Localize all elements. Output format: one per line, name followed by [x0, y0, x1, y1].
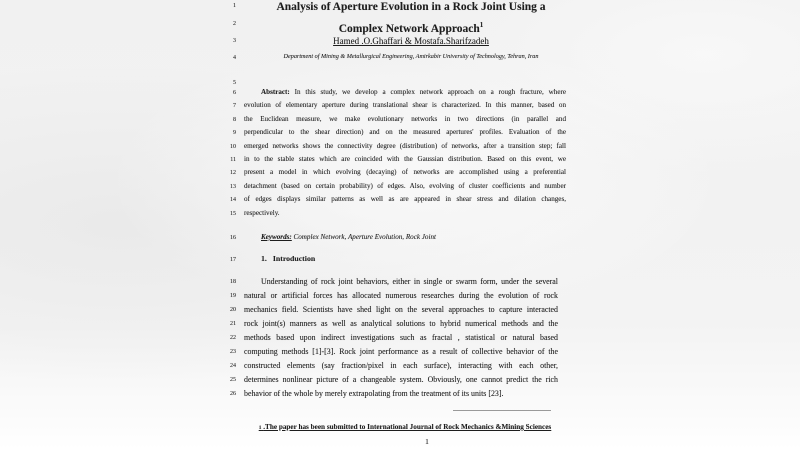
line-number: 4	[233, 55, 236, 61]
line-number: 2	[233, 21, 236, 27]
authors: Hamed .O.Ghaffari & Mostafa.Sharifzadeh	[333, 36, 489, 46]
line-number: 14	[230, 197, 236, 203]
line-number: 12	[230, 170, 236, 176]
line-number: 1	[233, 3, 236, 9]
line-1	[0, 1, 800, 13]
footnote-text: .The paper has been submitted to International Journal of Rock Mechanics &Mining Sciences	[263, 423, 552, 431]
line-number: 20	[230, 307, 236, 313]
line-number: 8	[233, 117, 236, 123]
line-20	[0, 305, 800, 317]
line-number: 7	[233, 103, 236, 109]
footnote-separator-rule	[453, 410, 551, 411]
line-13	[0, 182, 800, 194]
line-number: 15	[230, 211, 236, 217]
line-25	[0, 375, 800, 387]
intro-line: natural or artificial forces has allocated numerous researches during the evolution of rock	[244, 291, 558, 300]
paper-title-line-2	[250, 19, 572, 36]
abstract-line: respectively.	[244, 209, 280, 217]
abstract-line: in to the stable states which are coincided with the Gaussian distribution. Based on this event, we	[244, 155, 566, 163]
line-23	[0, 347, 800, 359]
intro-line: rock joint(s) manners as well as analytical solutions to hybrid numerical methods and the	[244, 319, 558, 328]
line-19	[0, 291, 800, 303]
line-16	[0, 233, 800, 245]
line-number: 16	[230, 235, 236, 241]
line-number: 3	[233, 38, 236, 44]
line-8	[0, 115, 800, 127]
line-number: 17	[230, 257, 236, 263]
intro-line: methods based upon indirect investigations such as fractal , statistical or natural based	[244, 333, 558, 342]
title-text: Complex Network Approach	[338, 22, 480, 35]
line-number: 22	[230, 335, 236, 341]
line-number: 23	[230, 349, 236, 355]
line-3	[0, 36, 800, 48]
abstract-line: perpendicular to the shear direction) and on the measured apertures' profiles. Evaluation of the	[244, 128, 566, 136]
line-number: 26	[230, 391, 236, 397]
abstract-line: detachment (based on certain probability) of edges. Also, evolving of cluster coefficients and number	[244, 182, 566, 190]
section-heading-introduction	[244, 255, 566, 264]
line-22	[0, 333, 800, 345]
intro-line: behavior of the whole by merely extrapolating from the treatment of its units [23].	[244, 389, 504, 398]
line-number: 6	[233, 90, 236, 96]
abstract-label: Abstract:	[261, 88, 290, 96]
keywords-text: Complex Network, Aperture Evolution, Rock Joint	[293, 233, 436, 241]
line-21	[0, 319, 800, 331]
line-number: 5	[233, 80, 236, 86]
paper-title-line-1: Analysis of Aperture Evolution in a Rock Joint Using a	[276, 1, 546, 13]
abstract-line: emerged networks shows the connectivity degree (distribution) of networks, after a transition step; fall	[244, 142, 566, 150]
line-26	[0, 389, 800, 401]
line-14	[0, 195, 800, 207]
line-18	[0, 277, 800, 289]
line-number: 10	[230, 144, 236, 150]
line-number: 24	[230, 363, 236, 369]
line-number: 18	[230, 279, 236, 285]
abstract-line	[244, 88, 566, 97]
page-number: 1	[425, 437, 429, 446]
line-number: 21	[230, 321, 236, 327]
line-number: 25	[230, 377, 236, 383]
abstract-text: In this study, we develop a complex network approach on a rough fracture, where	[294, 88, 566, 96]
title-footnote-ref: 1	[479, 21, 484, 29]
line-2	[0, 19, 800, 35]
line-24	[0, 361, 800, 373]
affiliation: Department of Mining & Metallurgical Engineering, Amirkabir University of Technology, Tehran, Iran	[283, 53, 539, 60]
line-6	[0, 88, 800, 100]
line-number: 11	[230, 157, 236, 163]
line-17	[0, 255, 800, 267]
heading-number: 1.	[261, 254, 267, 263]
abstract-line: of edges displays similar patterns as well as are appeared in shear stress and dilation changes,	[244, 195, 566, 203]
keywords-label: Keywords:	[261, 233, 292, 241]
abstract-line: the Euclidean measure, we make evolutionary networks in two directions (in parallel and	[244, 115, 566, 123]
line-4	[0, 53, 800, 65]
intro-line: Understanding of rock joint behaviors, either in single or swarm form, under the several	[261, 277, 558, 286]
heading-text: Introduction	[272, 254, 316, 263]
keywords-line	[244, 233, 566, 242]
abstract-line: evolution of elementary aperture during translational shear is characterized. In this manner, based on	[244, 101, 566, 109]
line-15	[0, 209, 800, 221]
line-7	[0, 101, 800, 113]
line-number: 13	[230, 184, 236, 190]
footnote-marker: 1	[258, 425, 262, 431]
line-12	[0, 168, 800, 180]
line-10	[0, 142, 800, 154]
intro-line: constructed elements (say fraction/pixel in each surface), interacting with each other,	[244, 361, 558, 370]
line-number: 19	[230, 293, 236, 299]
line-9	[0, 128, 800, 140]
line-number: 9	[233, 130, 236, 136]
intro-line: mechanics field. Scientists have shed light on the several approaches to capture interacted	[244, 305, 558, 314]
intro-line: determines nonlinear picture of a changeable system. Obviously, one cannot predict the rich	[244, 375, 558, 384]
footnote	[244, 423, 566, 433]
intro-line: computing methods [1]-[3]. Rock joint performance as a result of collective behavior of the	[244, 347, 558, 356]
abstract-line: present a model in which evolving (decaying) of networks are accomplished using a preferential	[244, 168, 566, 176]
line-11	[0, 155, 800, 167]
